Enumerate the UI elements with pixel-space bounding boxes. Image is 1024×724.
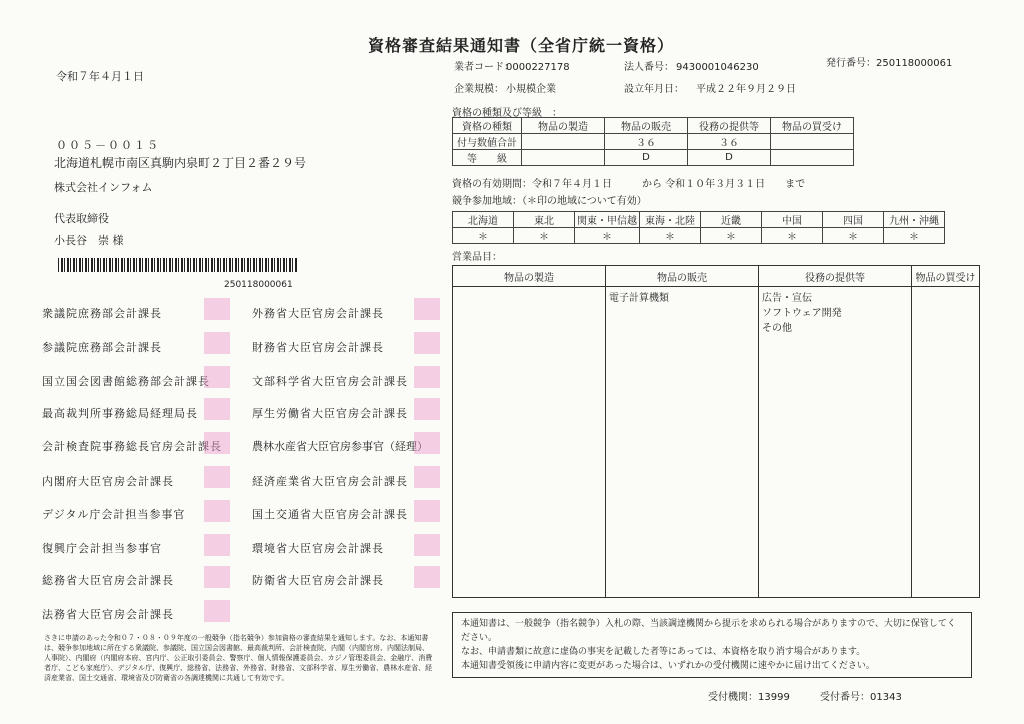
grade-cell: ３６ [688,134,771,150]
issue-number: 発行番号：250118000061 [826,58,953,69]
recipient: 衆議院庶務部会計課長 [42,307,162,320]
items-cell: 広告・宣伝 ソフトウェア開発 その他 [759,287,912,598]
postal-barcode [58,258,298,272]
recipient: 内閣府大臣官房会計課長 [42,475,174,488]
items-header: 役務の提供等 [759,266,912,287]
grade-cell [771,150,854,166]
region-mark: ＊ [514,228,575,244]
recipient: 総務省大臣官房会計課長 [42,574,174,587]
founded-date: 設立年月日： 平成２２年９月２９日 [624,84,796,95]
region-name: 関東・甲信越 [575,212,640,228]
recipient: 国立国会図書館総務部会計課長 [42,375,210,388]
region-name: 四国 [823,212,884,228]
recipient: デジタル庁会計担当参事官 [42,508,186,521]
issue-date: 令和７年４月１日 [56,70,144,83]
region-mark: ＊ [453,228,514,244]
grade-cell: 等 級 [453,150,522,166]
address: 北海道札幌市南区真駒内泉町２丁目２番２９号 [54,156,307,170]
notice-box [452,612,972,678]
corporate-number: 法人番号： 9430001046230 [624,62,759,73]
grade-cell: D [605,150,688,166]
recipient: 文部科学省大臣官房会計課長 [252,375,408,388]
reception-org: 受付機関：13999 [708,692,790,703]
notice-line: 本通知書は、一般競争（指名競争）入札の際、当該調達機関から提示を求められる場合がありますので、大切に保管してください。 [461,619,956,643]
validity-period: 資格の有効期間：令和７年４月１日 から 令和１０年３月３１日 まで [452,179,806,190]
items-header: 物品の買受け [912,266,980,287]
grade-header: 物品の製造 [522,118,605,134]
notice-line: 本通知書受領後に申請内容に変更があった場合は、いずれかの受付機関に速やかに届け出てください。 [461,661,875,671]
reception-number: 受付番号：01343 [820,692,902,703]
recipient: 農林水産省大臣官房参事官（経理） [252,440,428,453]
region-mark: ＊ [762,228,823,244]
company-name: 株式会社インフォム [54,181,153,194]
recipient: 厚生労働省大臣官房会計課長 [252,407,408,420]
recipient: 会計検査院事務総長官房会計課長 [42,440,222,453]
grade-header: 役務の提供等 [688,118,771,134]
grade-cell [771,134,854,150]
representative-name: 小長谷 崇 様 [54,234,124,247]
grade-cell: D [688,150,771,166]
recipient: 環境省大臣官房会計課長 [252,542,384,555]
grade-table [452,117,854,166]
postal-code: ００５－００１５ [56,139,160,152]
region-table [452,211,945,244]
items-cell [912,287,980,598]
region-caption: 競争参加地域：（＊印の地域について有効） [452,196,647,207]
recipient: 国土交通省大臣官房会計課長 [252,508,408,521]
items-cell [453,287,606,598]
recipient: 外務省大臣官房会計課長 [252,307,384,320]
recipient: 復興庁会計担当参事官 [42,542,162,555]
representative-title: 代表取締役 [54,212,109,225]
grade-header: 物品の販売 [605,118,688,134]
recipient: 法務省大臣官房会計課長 [42,608,174,621]
recipient: 経済産業省大臣官房会計課長 [252,475,408,488]
items-header: 物品の製造 [453,266,606,287]
items-cell: 電子計算機類 [606,287,759,598]
recipient: 最高裁判所事務総局経理局長 [42,407,198,420]
grade-header: 物品の買受け [771,118,854,134]
bottom-notes: さきに申請のあった令和０７・０８・０９年度の一般競争（指名競争）参加資格の審査結果を通知します。なお、本通知書は、競争参加地域に所在する衆議院、参議院、国立国会図書館、最高裁判所、会計検査院、内閣（内閣官房、内閣法制局、人事院）、内閣府（内閣府本府、宮内庁、公正取引委員会、警察庁、個人情報保護委員会、カジノ管理委員会、金融庁、消費者庁、こども家庭庁）、デジタル庁、復興庁、総務省、法務省、外務省、財務省、文部科学省、厚生労働省、農林水産省、経済産業省、国土交通省、環境省及び防衛省の各調達機関に共通して有効です。 [44,634,433,682]
region-mark: ＊ [640,228,701,244]
grade-caption: 資格の種類及び等級 ： [452,108,562,119]
grade-cell: 付与数値合計 [453,134,522,150]
region-name: 九州・沖縄 [884,212,945,228]
region-name: 東海・北陸 [640,212,701,228]
barcode-number: 250118000061 [224,280,293,290]
business-code: 業者コード：0000227178 [454,62,570,73]
region-mark: ＊ [575,228,640,244]
grade-cell [522,134,605,150]
region-mark: ＊ [701,228,762,244]
recipient: 財務省大臣官房会計課長 [252,341,384,354]
region-name: 中国 [762,212,823,228]
region-name: 近畿 [701,212,762,228]
document-title: 資格審査結果通知書（全省庁統一資格） [368,36,675,55]
grade-cell [522,150,605,166]
recipient: 参議院庶務部会計課長 [42,341,162,354]
notice-line: なお、申請書類に故意に虚偽の事実を記載した者等にあっては、本資格を取り消す場合があります。 [461,647,866,657]
region-mark: ＊ [884,228,945,244]
items-caption: 営業品目： [452,252,502,263]
recipient: 防衛省大臣官房会計課長 [252,574,384,587]
grade-header: 資格の種類 [453,118,522,134]
region-name: 北海道 [453,212,514,228]
region-mark: ＊ [823,228,884,244]
region-name: 東北 [514,212,575,228]
company-scale: 企業規模： 小規模企業 [454,84,556,95]
business-items-table [452,265,980,598]
items-header: 物品の販売 [606,266,759,287]
grade-cell: ３６ [605,134,688,150]
